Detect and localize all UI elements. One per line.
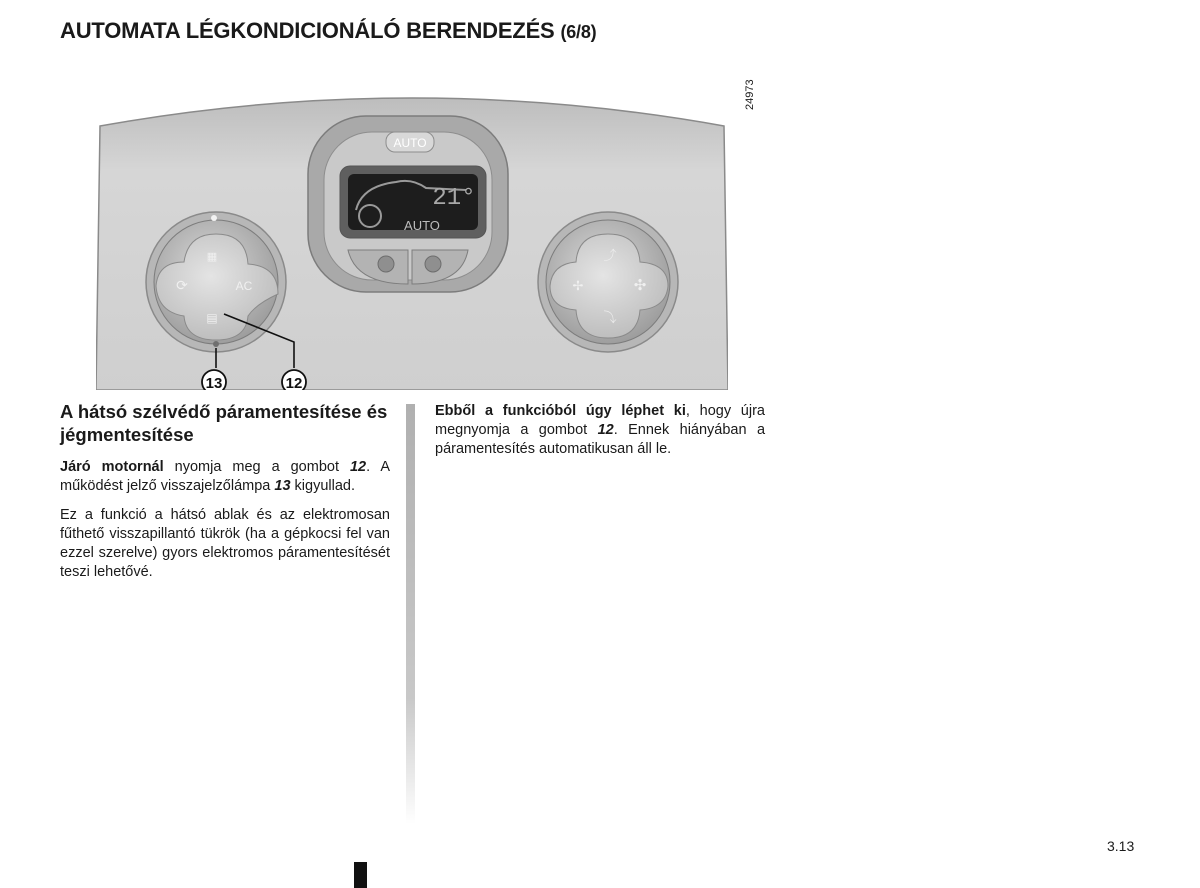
svg-text:AUTO: AUTO bbox=[393, 136, 427, 150]
recirculation-icon: ⟳ bbox=[176, 278, 188, 294]
windscreen-defrost-icon: ▦ bbox=[206, 250, 218, 263]
lead-text: Ebből a funkcióból úgy léphet ki bbox=[435, 403, 686, 419]
indicator-light-top bbox=[211, 215, 217, 221]
paragraph-function: Ez a funkció a hátsó ablak és az elektromosan fűthető visszapillantó tükrök (ha a gépkocsi fel van ezzel szerelve) gyors elektromos páramentesítését teszi lehetővé. bbox=[60, 507, 390, 580]
button-ref-12: 12 bbox=[349, 459, 367, 475]
section-heading: A hátsó szélvédő páramentesítése és jégmentesítése bbox=[60, 401, 388, 445]
svg-text:13: 13 bbox=[205, 375, 223, 390]
margin-mark bbox=[354, 862, 367, 888]
left-column bbox=[60, 400, 390, 592]
indicator-light-13 bbox=[213, 341, 219, 347]
column-divider bbox=[406, 404, 415, 824]
title-part: (6/8) bbox=[560, 22, 597, 42]
svg-text:AUTO: AUTO bbox=[404, 218, 440, 233]
rear-defrost-icon: ▤ bbox=[206, 311, 218, 325]
button-ref-12: 12 bbox=[597, 422, 614, 438]
airflow-up-icon: ⤴ bbox=[603, 249, 617, 264]
paragraph-operation: Járó motornál nyomja meg a gombot 12. A működést jelző visszajelzőlámpa 13 kigyullad. bbox=[60, 459, 390, 494]
figure-code: 24973 bbox=[744, 79, 756, 110]
fan-high-icon: ✣ bbox=[633, 276, 647, 294]
lead-text: Járó motornál bbox=[60, 459, 164, 475]
right-column bbox=[435, 402, 765, 469]
climate-control-illustration bbox=[96, 82, 728, 390]
fan-low-icon: ✢ bbox=[572, 279, 584, 294]
svg-text:12: 12 bbox=[285, 375, 303, 390]
paragraph-exit: Ebből a funkcióból úgy léphet ki, hogy újra megnyomja a gombot 12. Ennek hiányában a páramentesítés automatikusan áll le. bbox=[435, 403, 766, 457]
lamp-ref-13: 13 bbox=[274, 478, 291, 494]
svg-text:AC: AC bbox=[235, 279, 253, 293]
climate-control-figure bbox=[96, 82, 728, 390]
svg-text:21°: 21° bbox=[432, 185, 476, 212]
page-number: 3.13 bbox=[1107, 838, 1135, 854]
title-text: AUTOMATA LÉGKONDICIONÁLÓ BERENDEZÉS bbox=[60, 18, 555, 43]
airflow-down-icon: ⤵ bbox=[603, 311, 617, 326]
page-title bbox=[60, 18, 596, 44]
